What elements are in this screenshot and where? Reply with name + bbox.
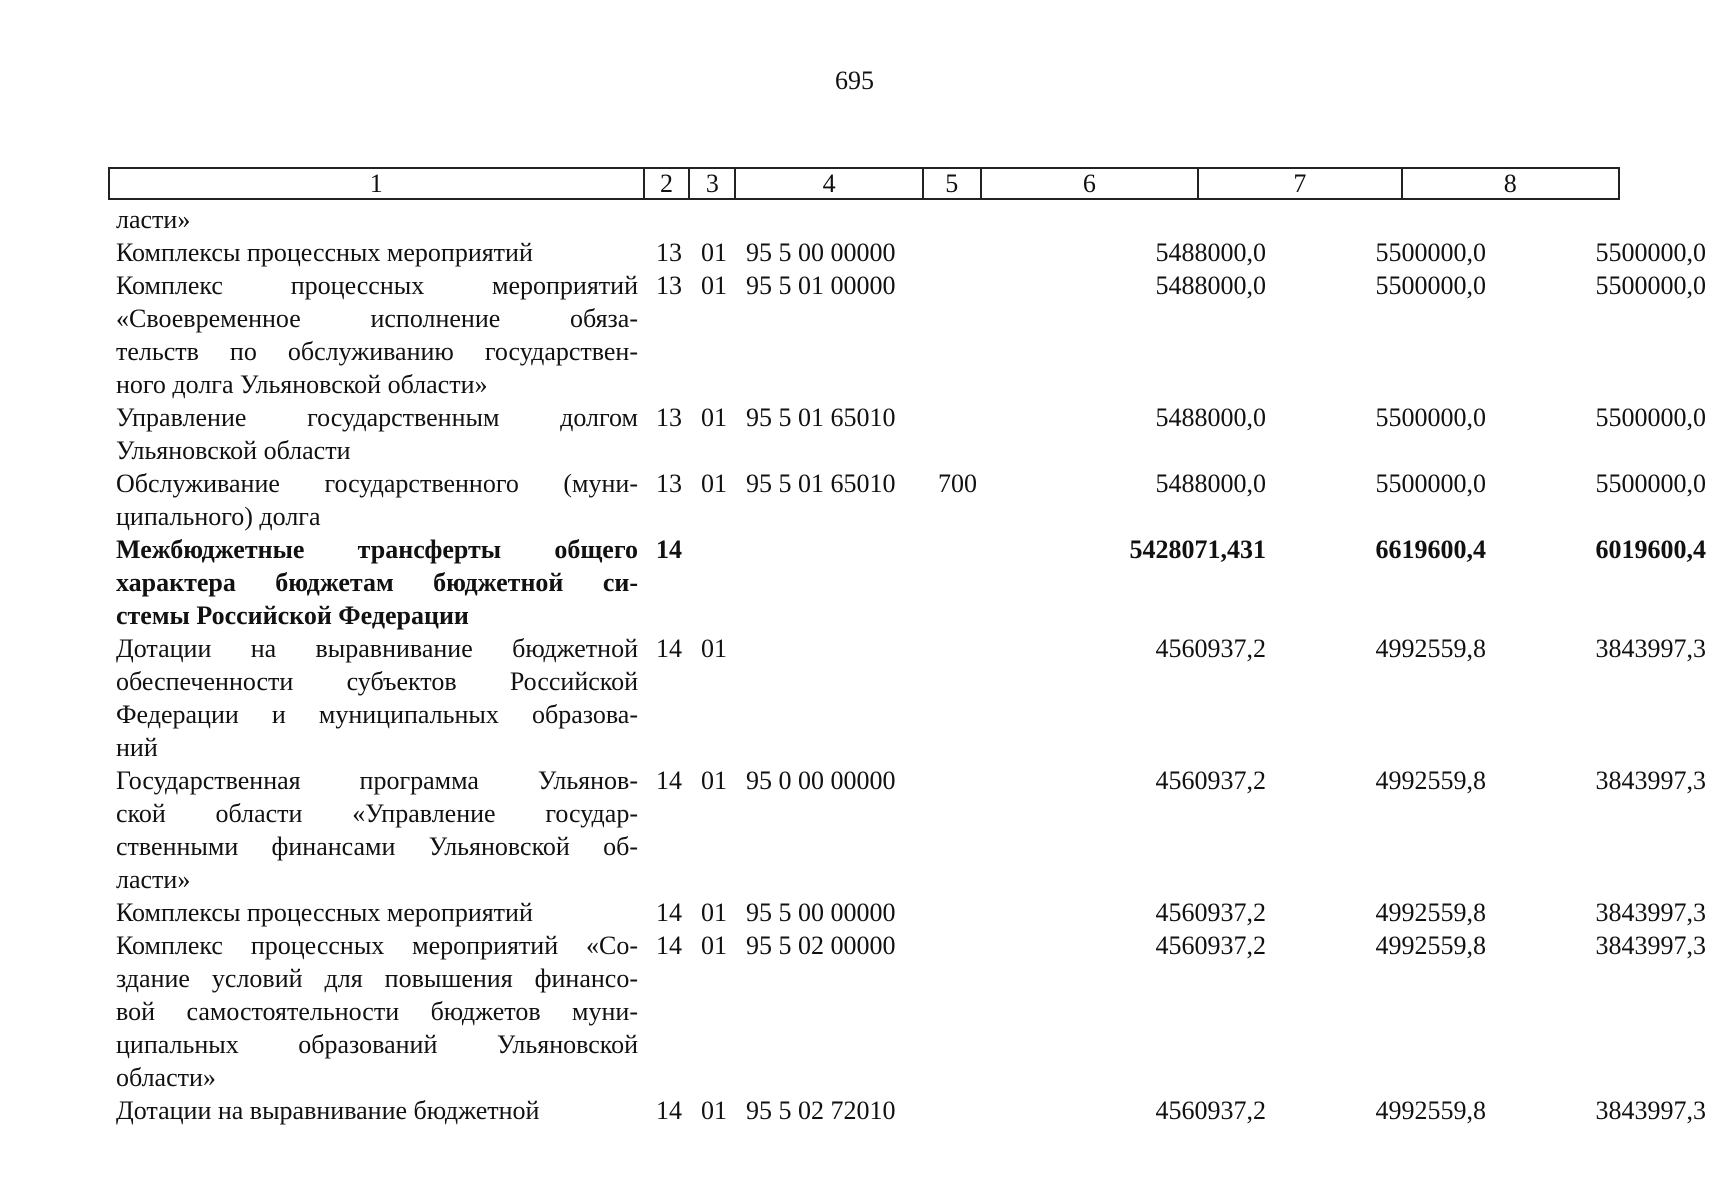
row-description [116, 929, 638, 1094]
description-line: Комплекс процессных мероприятий [116, 271, 638, 300]
cell-col-7: 4992559,8 [1375, 1096, 1486, 1125]
description-line: «Своевременное исполнение обяза- [116, 304, 638, 333]
cell-col-7: 4992559,8 [1375, 766, 1486, 795]
description-line: Комплексы процессных мероприятий [116, 238, 533, 267]
cell-col-2: 14 [656, 634, 682, 663]
cell-col-6: 5488000,0 [1155, 469, 1266, 498]
description-line: здание условий для повышения финансо- [116, 964, 638, 993]
table-body [116, 203, 1706, 1127]
cell-col-6: 4560937,2 [1155, 1096, 1266, 1125]
description-line: ласти» [116, 205, 191, 234]
description-line: Управление государственным долгом [116, 403, 638, 432]
cell-col-8: 5500000,0 [1595, 469, 1706, 498]
cell-col-8: 5500000,0 [1595, 403, 1706, 432]
cell-col-3: 01 [701, 271, 727, 300]
cell-col-8: 3843997,3 [1595, 898, 1706, 927]
description-line: ний [116, 733, 158, 762]
cell-col-7: 4992559,8 [1375, 898, 1486, 927]
description-line: ственными финансами Ульяновской об- [116, 832, 638, 861]
cell-col-5: 700 [938, 469, 977, 498]
cell-col-6: 4560937,2 [1155, 931, 1266, 960]
description-line: Межбюджетные трансферты общего [116, 535, 638, 564]
cell-col-2: 13 [656, 403, 682, 432]
cell-col-2: 14 [656, 1096, 682, 1125]
cell-col-4: 95 5 02 72010 [746, 1096, 896, 1125]
table-row [116, 236, 1706, 269]
header-col-8: 8 [1503, 168, 1517, 198]
description-line: стемы Российской Федерации [116, 601, 469, 630]
cell-col-8: 3843997,3 [1595, 634, 1706, 663]
description-line: тельств по обслуживанию государствен- [116, 337, 638, 366]
table-row [116, 632, 1706, 764]
cell-col-4: 95 5 01 65010 [746, 403, 896, 432]
table-row [116, 1094, 1706, 1127]
cell-col-3: 01 [701, 1096, 727, 1125]
header-col-2: 2 [645, 169, 691, 198]
description-line: характера бюджетам бюджетной си- [116, 568, 638, 597]
table-row [116, 896, 1706, 929]
row-description [116, 1094, 638, 1127]
cell-col-7: 5500000,0 [1375, 469, 1486, 498]
cell-col-4: 95 5 00 00000 [746, 898, 896, 927]
cell-col-8: 3843997,3 [1595, 931, 1706, 960]
cell-col-8: 5500000,0 [1595, 238, 1706, 267]
cell-col-7: 6619600,4 [1375, 535, 1486, 564]
cell-col-3: 01 [701, 469, 727, 498]
description-line: Комплексы процессных мероприятий [116, 898, 533, 927]
description-line: области» [116, 1063, 216, 1092]
cell-col-3: 01 [701, 238, 727, 267]
cell-col-6: 5488000,0 [1155, 271, 1266, 300]
description-line: Комплекс процессных мероприятий «Со- [116, 931, 638, 960]
cell-col-2: 14 [656, 931, 682, 960]
cell-col-6: 4560937,2 [1155, 898, 1266, 927]
description-line: Федерации и муниципальных образова- [116, 700, 638, 729]
description-line: Ульяновской области [116, 436, 351, 465]
cell-col-6: 5428071,431 [1129, 535, 1266, 564]
page-number: 695 [835, 66, 874, 95]
cell-col-7: 5500000,0 [1375, 271, 1486, 300]
description-line: ципального) долга [116, 502, 321, 531]
cell-col-3: 01 [701, 634, 727, 663]
cell-col-4: 95 5 02 00000 [746, 931, 896, 960]
row-description [116, 269, 638, 401]
header-col-7: 7 [1199, 169, 1402, 198]
cell-col-7: 5500000,0 [1375, 403, 1486, 432]
description-line: Дотации на выравнивание бюджетной [116, 1096, 540, 1125]
cell-col-4: 95 0 00 00000 [746, 766, 896, 795]
cell-col-2: 13 [656, 238, 682, 267]
description-line: вой самостоятельности бюджетов муни- [116, 997, 638, 1026]
table-row [116, 401, 1706, 467]
cell-col-2: 14 [656, 535, 682, 564]
table-row [116, 203, 1620, 236]
table-row [116, 533, 1706, 632]
cell-col-8: 6019600,4 [1595, 535, 1706, 564]
cell-col-4: 95 5 00 00000 [746, 238, 896, 267]
row-description [116, 467, 638, 533]
cell-col-6: 4560937,2 [1155, 766, 1266, 795]
cell-col-8: 3843997,3 [1595, 766, 1706, 795]
row-description [116, 401, 638, 467]
cell-col-2: 13 [656, 271, 682, 300]
cell-col-6: 5488000,0 [1155, 238, 1266, 267]
cell-col-4: 95 5 01 00000 [746, 271, 896, 300]
description-line: Дотации на выравнивание бюджетной [116, 634, 638, 663]
cell-col-2: 14 [656, 898, 682, 927]
row-description [116, 764, 638, 896]
description-line: ного долга Ульяновской области» [116, 370, 488, 399]
row-description [116, 203, 638, 236]
header-col-4: 4 [736, 169, 924, 198]
row-description [116, 533, 638, 632]
table-row [116, 929, 1706, 1094]
cell-col-8: 3843997,3 [1595, 1096, 1706, 1125]
header-col-6: 6 [982, 169, 1199, 198]
cell-col-3: 01 [701, 898, 727, 927]
cell-col-6: 5488000,0 [1155, 403, 1266, 432]
header-col-1: 1 [110, 169, 645, 198]
cell-col-3: 01 [701, 766, 727, 795]
table-row [116, 269, 1706, 401]
header-col-3: 3 [690, 169, 736, 198]
cell-col-2: 13 [656, 469, 682, 498]
cell-col-7: 4992559,8 [1375, 931, 1486, 960]
table-row [116, 764, 1706, 896]
description-line: ской области «Управление государ- [116, 799, 638, 828]
cell-col-7: 4992559,8 [1375, 634, 1486, 663]
description-line: ласти» [116, 865, 191, 894]
row-description [116, 236, 638, 269]
cell-col-3: 01 [701, 403, 727, 432]
cell-col-7: 5500000,0 [1375, 238, 1486, 267]
header-col-5: 5 [924, 169, 982, 198]
table-header [108, 167, 1620, 200]
cell-col-3: 01 [701, 931, 727, 960]
cell-col-2: 14 [656, 766, 682, 795]
table-row [116, 467, 1706, 533]
row-description [116, 896, 638, 929]
description-line: Обслуживание государственного (муни- [116, 469, 638, 498]
description-line: ципальных образований Ульяновской [116, 1030, 638, 1059]
row-description [116, 632, 638, 764]
description-line: обеспеченности субъектов Российской [116, 667, 638, 696]
cell-col-6: 4560937,2 [1155, 634, 1266, 663]
cell-col-4: 95 5 01 65010 [746, 469, 896, 498]
cell-col-8: 5500000,0 [1595, 271, 1706, 300]
description-line: Государственная программа Ульянов- [116, 766, 638, 795]
